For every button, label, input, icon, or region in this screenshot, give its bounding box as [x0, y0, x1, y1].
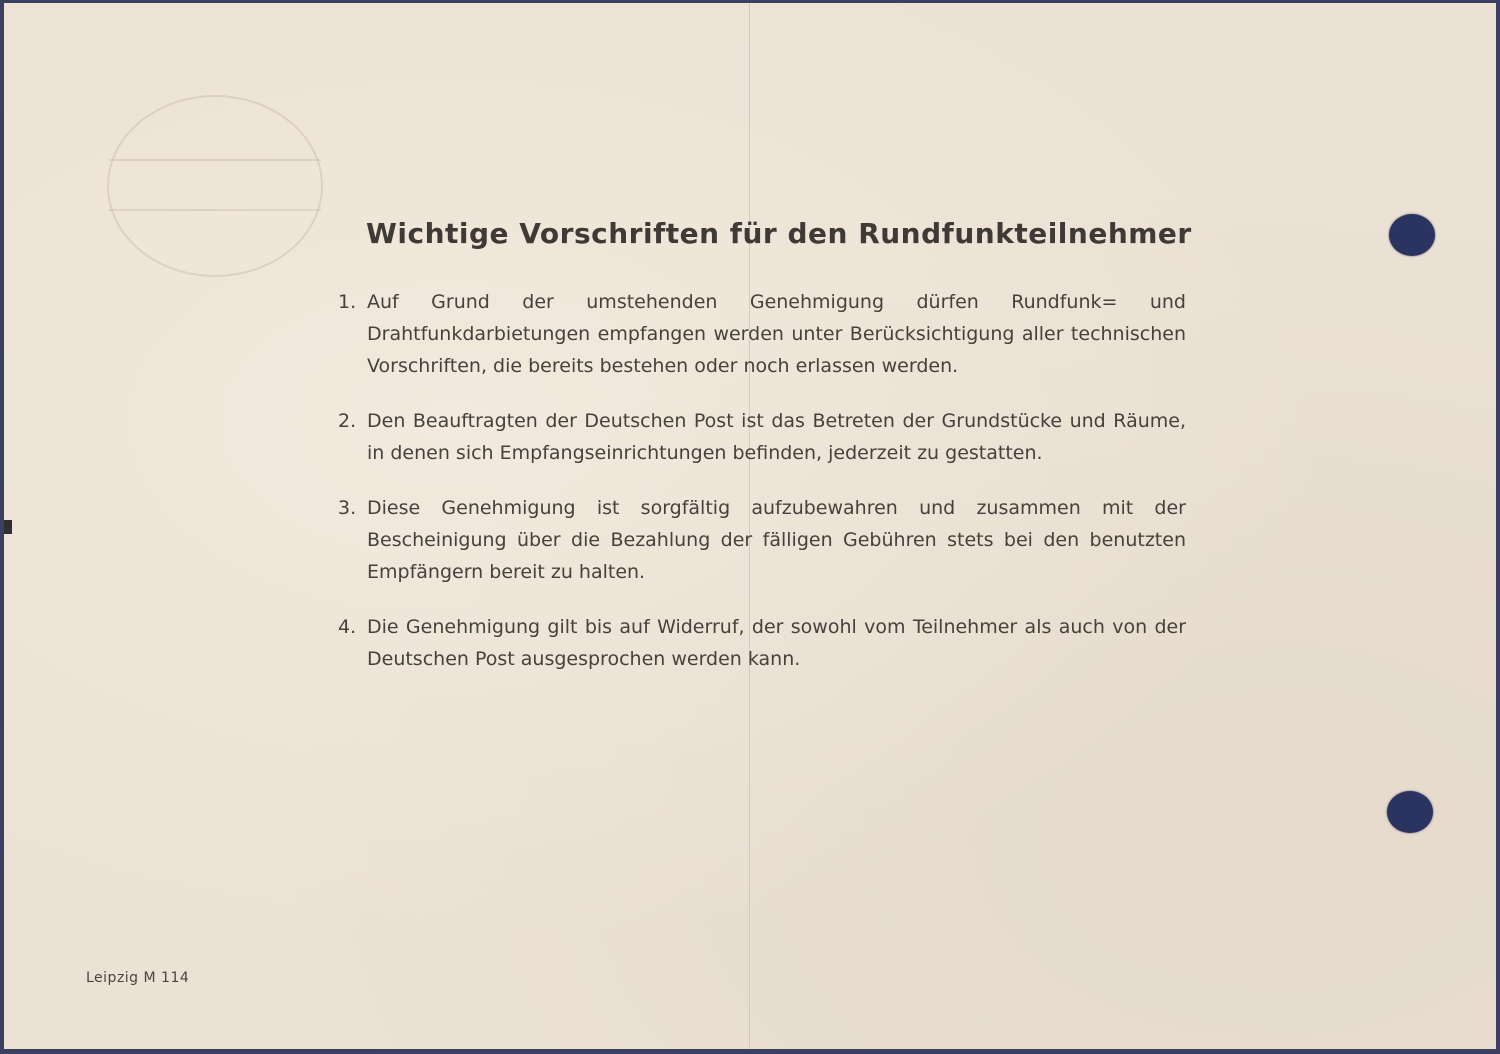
rule-number: 4. — [338, 616, 357, 638]
rule-number: 3. — [338, 497, 357, 519]
rule-item — [334, 611, 1186, 675]
document-title: Wichtige Vorschriften für den Rundfunkteilnehmer — [366, 216, 1192, 250]
punch-hole-top — [1389, 214, 1435, 256]
rule-item — [334, 405, 1186, 469]
rule-item — [334, 492, 1186, 588]
edge-tab — [4, 520, 12, 534]
document-sheet — [4, 3, 1496, 1049]
printer-imprint: Leipzig M 114 — [86, 970, 190, 986]
rule-number: 2. — [338, 410, 357, 432]
rules-list — [334, 286, 1186, 698]
rule-text: Auf Grund der umstehenden Genehmigung dürfen Rundfunk= und Drahtfunkdarbietungen empfangen werden unter Berücksichtigung aller technischen Vorschriften, die bereits bestehen oder noch erlassen werden. — [367, 291, 1186, 377]
rule-item — [334, 286, 1186, 382]
rule-text: Den Beauftragten der Deutschen Post ist das Betreten der Grundstücke und Räume, in denen sich Empfangseinrichtungen befinden, jederzeit zu gestatten. — [367, 410, 1186, 464]
rule-number: 1. — [338, 291, 357, 313]
rule-text: Diese Genehmigung ist sorgfältig aufzubewahren und zusammen mit der Bescheinigung über die Bezahlung der fälligen Gebühren stets bei den benutzten Empfängern bereit zu halten. — [367, 497, 1186, 583]
rule-text: Die Genehmigung gilt bis auf Widerruf, der sowohl vom Teilnehmer als auch von der Deutschen Post ausgesprochen werden kann. — [367, 616, 1186, 670]
punch-hole-bottom — [1387, 791, 1433, 833]
postmark-band — [109, 159, 321, 211]
faded-postmark-stamp — [107, 95, 323, 277]
